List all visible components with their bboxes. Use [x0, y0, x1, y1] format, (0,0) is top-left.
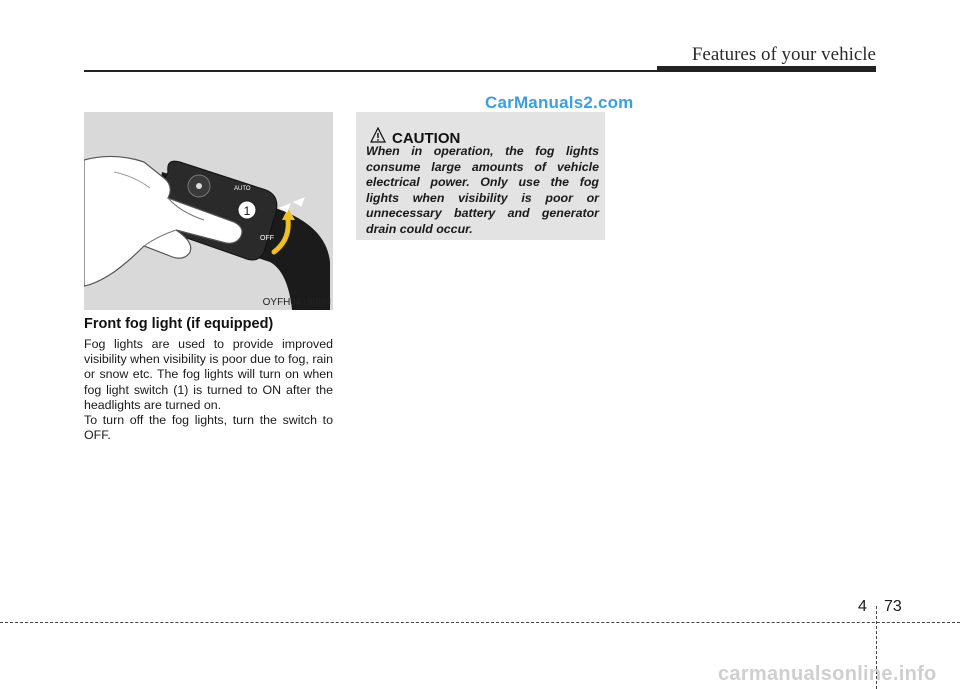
- body-paragraph-1: Fog lights are used to provide improved visibility when visibility is poor due to fog, rain or snow etc. The fog lights will turn on when fog light switch (1) is turned to ON after the headlights are turned on.: [84, 337, 333, 412]
- header-title: Features of your vehicle: [691, 44, 876, 65]
- callout-number: 1: [243, 204, 251, 218]
- body-paragraph-2: To turn off the fog lights, turn the switch to OFF.: [84, 413, 333, 443]
- header-rule-thick: [657, 66, 876, 72]
- caution-text: When in operation, the fog lights consume large amounts of vehicle electrical power. Only use the fog lights when visibility is poor or unnecessary battery and generator drain could occur.: [366, 144, 599, 236]
- caution-title: CAUTION: [392, 130, 461, 147]
- hand-on-stalk-illustration: [84, 112, 333, 310]
- section-heading: Front fog light (if equipped): [84, 316, 274, 332]
- switch-label-off: OFF: [260, 235, 274, 242]
- footer-dashed-rule: [0, 622, 960, 623]
- chapter-number: 4: [858, 598, 867, 615]
- page-number: 73: [884, 598, 902, 615]
- switch-label-auto: AUTO: [234, 186, 251, 192]
- watermark-bottom[interactable]: carmanualsonline.info: [718, 663, 937, 685]
- figure-code: OYFH041905N: [262, 297, 331, 308]
- warning-triangle-icon: [370, 127, 386, 143]
- figure-switch-illustration: [84, 112, 333, 310]
- section-body: [84, 337, 333, 443]
- watermark-top[interactable]: CarManuals2.com: [485, 93, 634, 112]
- caution-box: [356, 112, 605, 240]
